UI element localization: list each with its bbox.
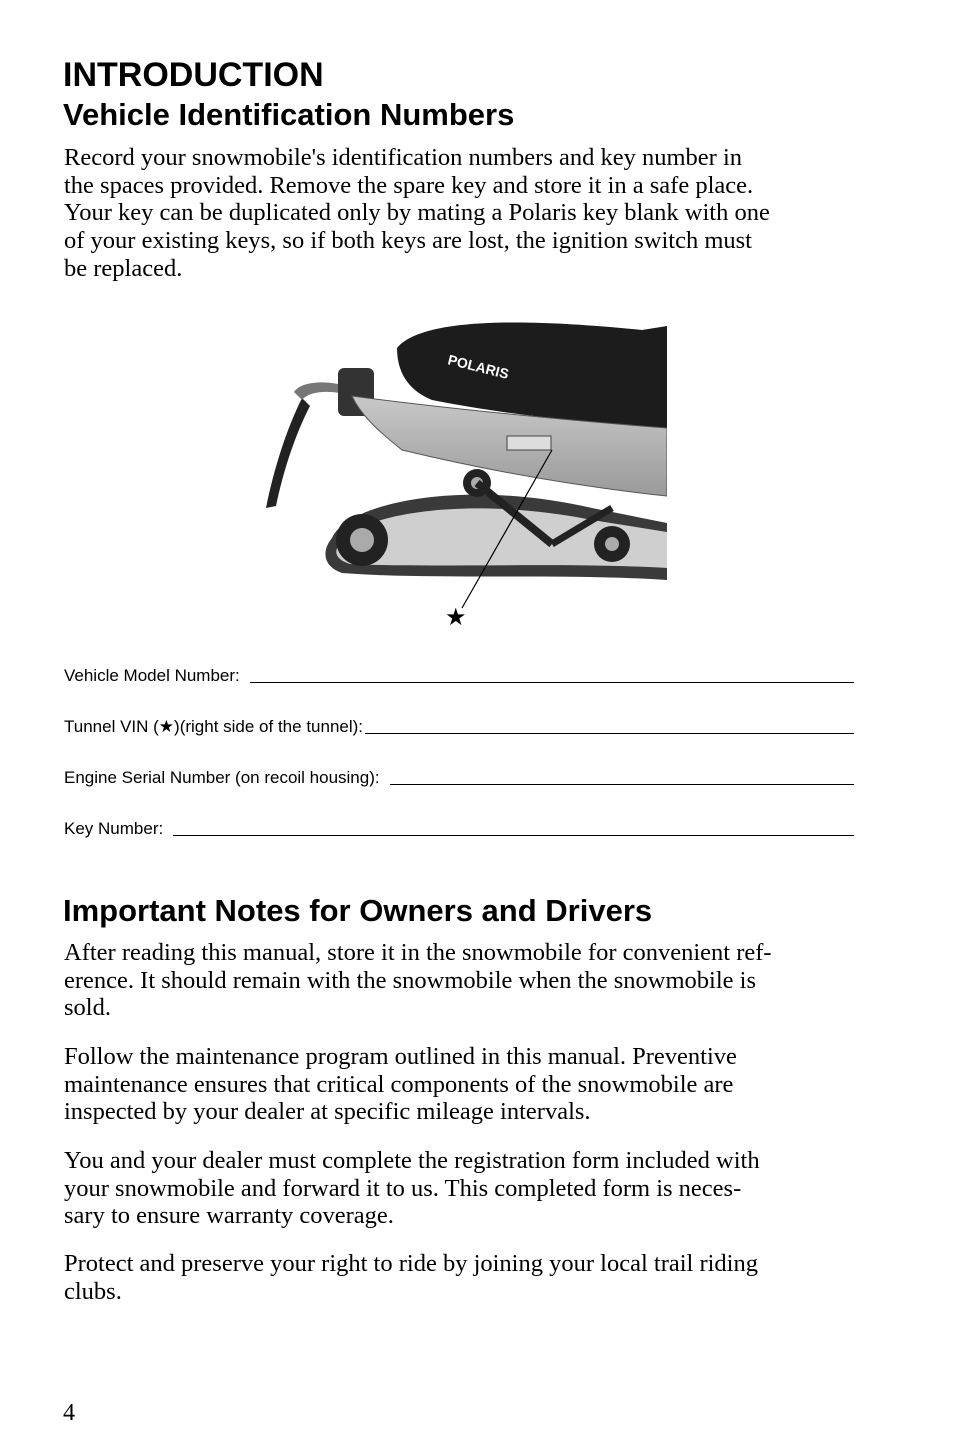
form-field-tunnel-vin	[64, 713, 854, 737]
paragraph-line: Your key can be duplicated only by mating a Polaris key blank with one	[64, 199, 770, 227]
fill-in-line	[390, 784, 854, 785]
page-heading: INTRODUCTION	[63, 56, 324, 94]
notes-paragraph-registration	[64, 1147, 864, 1230]
paragraph-line: After reading this manual, store it in the snowmobile for convenient ref-	[64, 939, 772, 966]
vin-intro-paragraph	[64, 144, 864, 283]
form-field-engine-serial	[64, 764, 854, 788]
star-marker: ★	[445, 603, 467, 631]
section-title-vin: Vehicle Identification Numbers	[63, 97, 515, 132]
paragraph-line: your snowmobile and forward it to us. This completed form is neces-	[64, 1174, 742, 1202]
field-label: Key Number:	[64, 819, 164, 838]
paragraph-line: clubs.	[64, 1277, 122, 1305]
paragraph-line: be replaced.	[64, 254, 183, 282]
field-label: Engine Serial Number (on recoil housing):	[64, 768, 380, 787]
paragraph-line: sold.	[64, 994, 111, 1022]
form-field-key-number	[64, 815, 854, 839]
page-number: 4	[63, 1400, 75, 1426]
paragraph-line: erence. It should remain with the snowmobile when the snowmobile is	[64, 966, 756, 994]
paragraph-line: Protect and preserve your right to ride by joining your local trail riding	[64, 1250, 758, 1277]
paragraph-line: the spaces provided. Remove the spare key and store it in a safe place.	[64, 171, 754, 199]
vin-decal	[507, 436, 551, 450]
section-title-owner-notes: Important Notes for Owners and Drivers	[63, 893, 653, 928]
fill-in-line	[250, 682, 854, 683]
paragraph-line: maintenance ensures that critical components of the snowmobile are	[64, 1070, 734, 1098]
paragraph-line: inspected by your dealer at specific mileage intervals.	[64, 1098, 591, 1126]
paragraph-line: of your existing keys, so if both keys are lost, the ignition switch must	[64, 227, 752, 255]
brand-logo-text: POLARIS	[446, 351, 511, 382]
notes-paragraph-trail-clubs	[64, 1250, 864, 1305]
notes-paragraph-maintenance	[64, 1043, 864, 1126]
paragraph-line: sary to ensure warranty coverage.	[64, 1202, 394, 1230]
paragraph-line: You and your dealer must complete the registration form included with	[64, 1147, 760, 1174]
paragraph-line: Record your snowmobile's identification numbers and key number in	[64, 144, 743, 171]
fill-in-line	[173, 835, 854, 836]
notes-paragraph-storage	[64, 939, 864, 1022]
field-label: Vehicle Model Number:	[64, 666, 240, 685]
fill-in-line	[365, 733, 854, 734]
snowmobile-rear-illustration	[262, 318, 667, 633]
field-label: Tunnel VIN (★)(right side of the tunnel):	[64, 717, 364, 736]
form-field-vehicle-model	[64, 662, 854, 686]
paragraph-line: Follow the maintenance program outlined in this manual. Preventive	[64, 1043, 737, 1070]
